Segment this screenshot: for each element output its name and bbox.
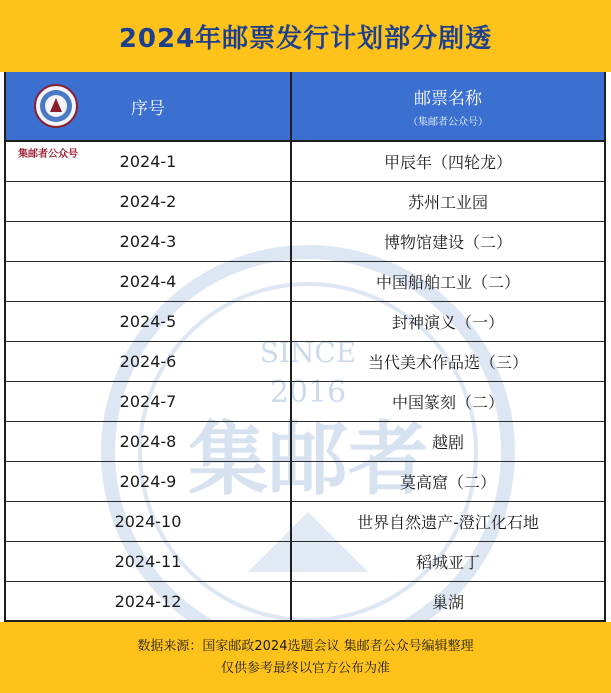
cell-stamp-name: 稻城亚丁 [415, 553, 480, 572]
cell-serial: 2024-7 [6, 382, 292, 421]
header-col2-label: 邮票名称 [414, 89, 482, 109]
logo-caption: 集邮者公众号 [18, 149, 78, 160]
cell-serial: 2024-9 [6, 462, 292, 501]
cell-stamp-name: 封神演义（一） [391, 313, 504, 332]
cell-stamp-name: 当代美术作品选（三） [367, 353, 528, 372]
table-row [6, 502, 604, 542]
cell-serial: 2024-12 [6, 582, 292, 620]
cell-serial: 2024-1 [6, 142, 292, 181]
cell-serial: 2024-4 [6, 262, 292, 301]
cell-stamp-name: 博物馆建设（二） [383, 233, 512, 252]
cell-serial: 2024-3 [6, 222, 292, 261]
footer [0, 622, 611, 693]
table-row [6, 542, 604, 582]
header-col-serial [6, 72, 292, 140]
table-row [6, 422, 604, 462]
cell-stamp-name: 世界自然遗产-澄江化石地 [357, 513, 539, 532]
watermark-text: 集邮者 [188, 413, 428, 506]
watermark-since: SINCE [259, 336, 357, 369]
header-col2-sub: （集邮者公众号） [408, 117, 488, 128]
footer-disclaimer: 仅供参考最终以官方公布为准 [220, 660, 390, 676]
table-header [6, 72, 604, 142]
logo-emblem-icon [34, 84, 78, 128]
table-row [6, 142, 604, 182]
watermark-year: 2016 [269, 375, 347, 410]
cell-stamp-name: 莫高窟（二） [399, 473, 496, 492]
cell-serial: 2024-2 [6, 182, 292, 221]
cell-stamp-name: 中国船舶工业（二） [375, 273, 520, 292]
stamp-table [4, 72, 606, 622]
footer-source: 数据来源：国家邮政2024选题会议 集邮者公众号编辑整理 [137, 638, 474, 654]
cell-stamp-name: 越剧 [431, 433, 464, 452]
cell-stamp-name: 苏州工业园 [407, 193, 488, 212]
table-row [6, 182, 604, 222]
table-row [6, 462, 604, 502]
cell-serial: 2024-11 [6, 542, 292, 581]
cell-stamp-name: 甲辰年（四轮龙） [383, 153, 512, 172]
header-col1-label: 序号 [131, 98, 165, 119]
title-bar [0, 0, 611, 72]
table-body [6, 142, 604, 622]
cell-serial: 2024-5 [6, 302, 292, 341]
table-row [6, 582, 604, 622]
cell-serial: 2024-8 [6, 422, 292, 461]
cell-stamp-name: 中国篆刻（二） [391, 393, 504, 412]
cell-stamp-name: 巢湖 [431, 592, 464, 612]
table-row [6, 342, 604, 382]
cell-serial: 2024-10 [6, 502, 292, 541]
page-title: 2024年邮票发行计划部分剧透 [118, 23, 493, 54]
table-row [6, 302, 604, 342]
table-row [6, 382, 604, 422]
table-row [6, 262, 604, 302]
header-col-name [292, 72, 604, 140]
table-row [6, 222, 604, 262]
cell-serial: 2024-6 [6, 342, 292, 381]
